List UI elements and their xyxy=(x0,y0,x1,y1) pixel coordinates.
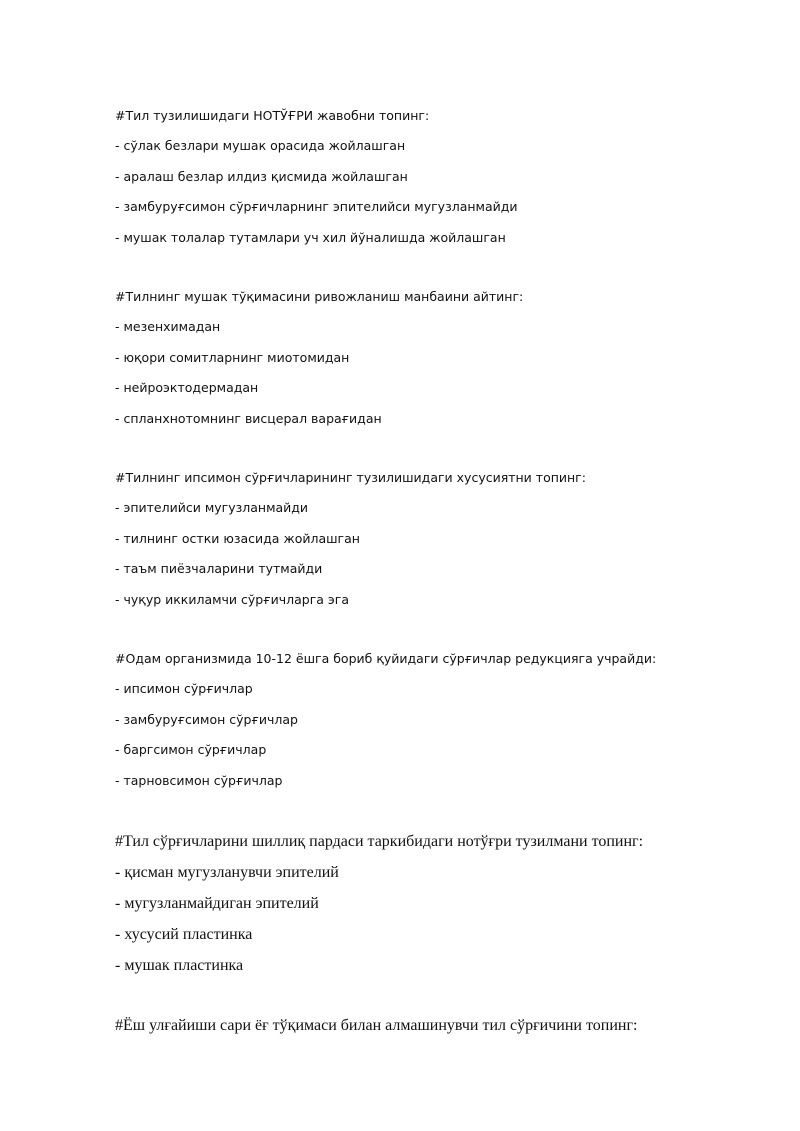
answer-option: - ипсимон сўрғичлар xyxy=(115,681,253,697)
answer-option: - тарновсимон сўрғичлар xyxy=(115,772,283,788)
answer-option: - спланхнотомнинг висцерал варағидан xyxy=(115,410,382,426)
question-text: #Ёш улғайиши сари ёғ тўқимаси билан алмашинувчи тил сўрғичини топинг: xyxy=(115,1017,638,1034)
question-block-4 xyxy=(115,644,755,796)
answer-option: - мугузланмайдиган эпителий xyxy=(115,895,319,912)
answer-option: - юқори сомитларнинг миотомидан xyxy=(115,349,350,365)
question-text: #Тил тузилишидаги НОТЎҒРИ жавобни топинг: xyxy=(115,108,430,123)
answer-option: - қисман мугузланувчи эпителий xyxy=(115,864,339,881)
answer-option: - аралаш безлар илдиз қисмида жойлашган xyxy=(115,168,408,184)
answer-option: - хусусий пластинка xyxy=(115,926,253,943)
question-block-2 xyxy=(115,282,755,434)
answer-option: - мушак толалар тутамлари уч хил йўналишда жойлашган xyxy=(115,229,506,245)
answer-option: - нейроэктодермадан xyxy=(115,380,259,396)
question-text: #Одам организмида 10-12 ёшга бориб қуйидаги сўрғичлар редукцияга учрайди: xyxy=(115,651,657,666)
answer-option: - тилнинг остки юзасида жойлашган xyxy=(115,530,360,546)
answer-option: - замбуруғсимон сўрғичлар xyxy=(115,711,298,727)
answer-option: - эпителийси мугузланмайди xyxy=(115,500,309,516)
question-text: #Тилнинг ипсимон сўрғичларининг тузилишидаги хусусиятни топинг: xyxy=(115,470,586,485)
question-block-5 xyxy=(115,826,755,981)
question-text: #Тилнинг мушак тўқимасини ривожланиш манбаини айтинг: xyxy=(115,289,524,304)
answer-option: - замбуруғсимон сўрғичларнинг эпителийси мугузланмайди xyxy=(115,199,518,215)
answer-option: - мушак пластинка xyxy=(115,957,244,974)
answer-option: - сўлак безлари мушак орасида жойлашган xyxy=(115,138,406,154)
question-text: #Тил сўрғичларини шиллиқ пардаси таркибидаги нотўғри тузилмани топинг: xyxy=(115,833,644,850)
answer-option: - чуқур иккиламчи сўрғичларга эга xyxy=(115,591,349,607)
question-block-1 xyxy=(115,101,755,253)
answer-option: - таъм пиёзчаларини тутмайди xyxy=(115,561,323,577)
question-block-6 xyxy=(115,1010,755,1041)
answer-option: - баргсимон сўрғичлар xyxy=(115,742,267,758)
answer-option: - мезенхимадан xyxy=(115,319,221,335)
question-block-3 xyxy=(115,463,755,615)
